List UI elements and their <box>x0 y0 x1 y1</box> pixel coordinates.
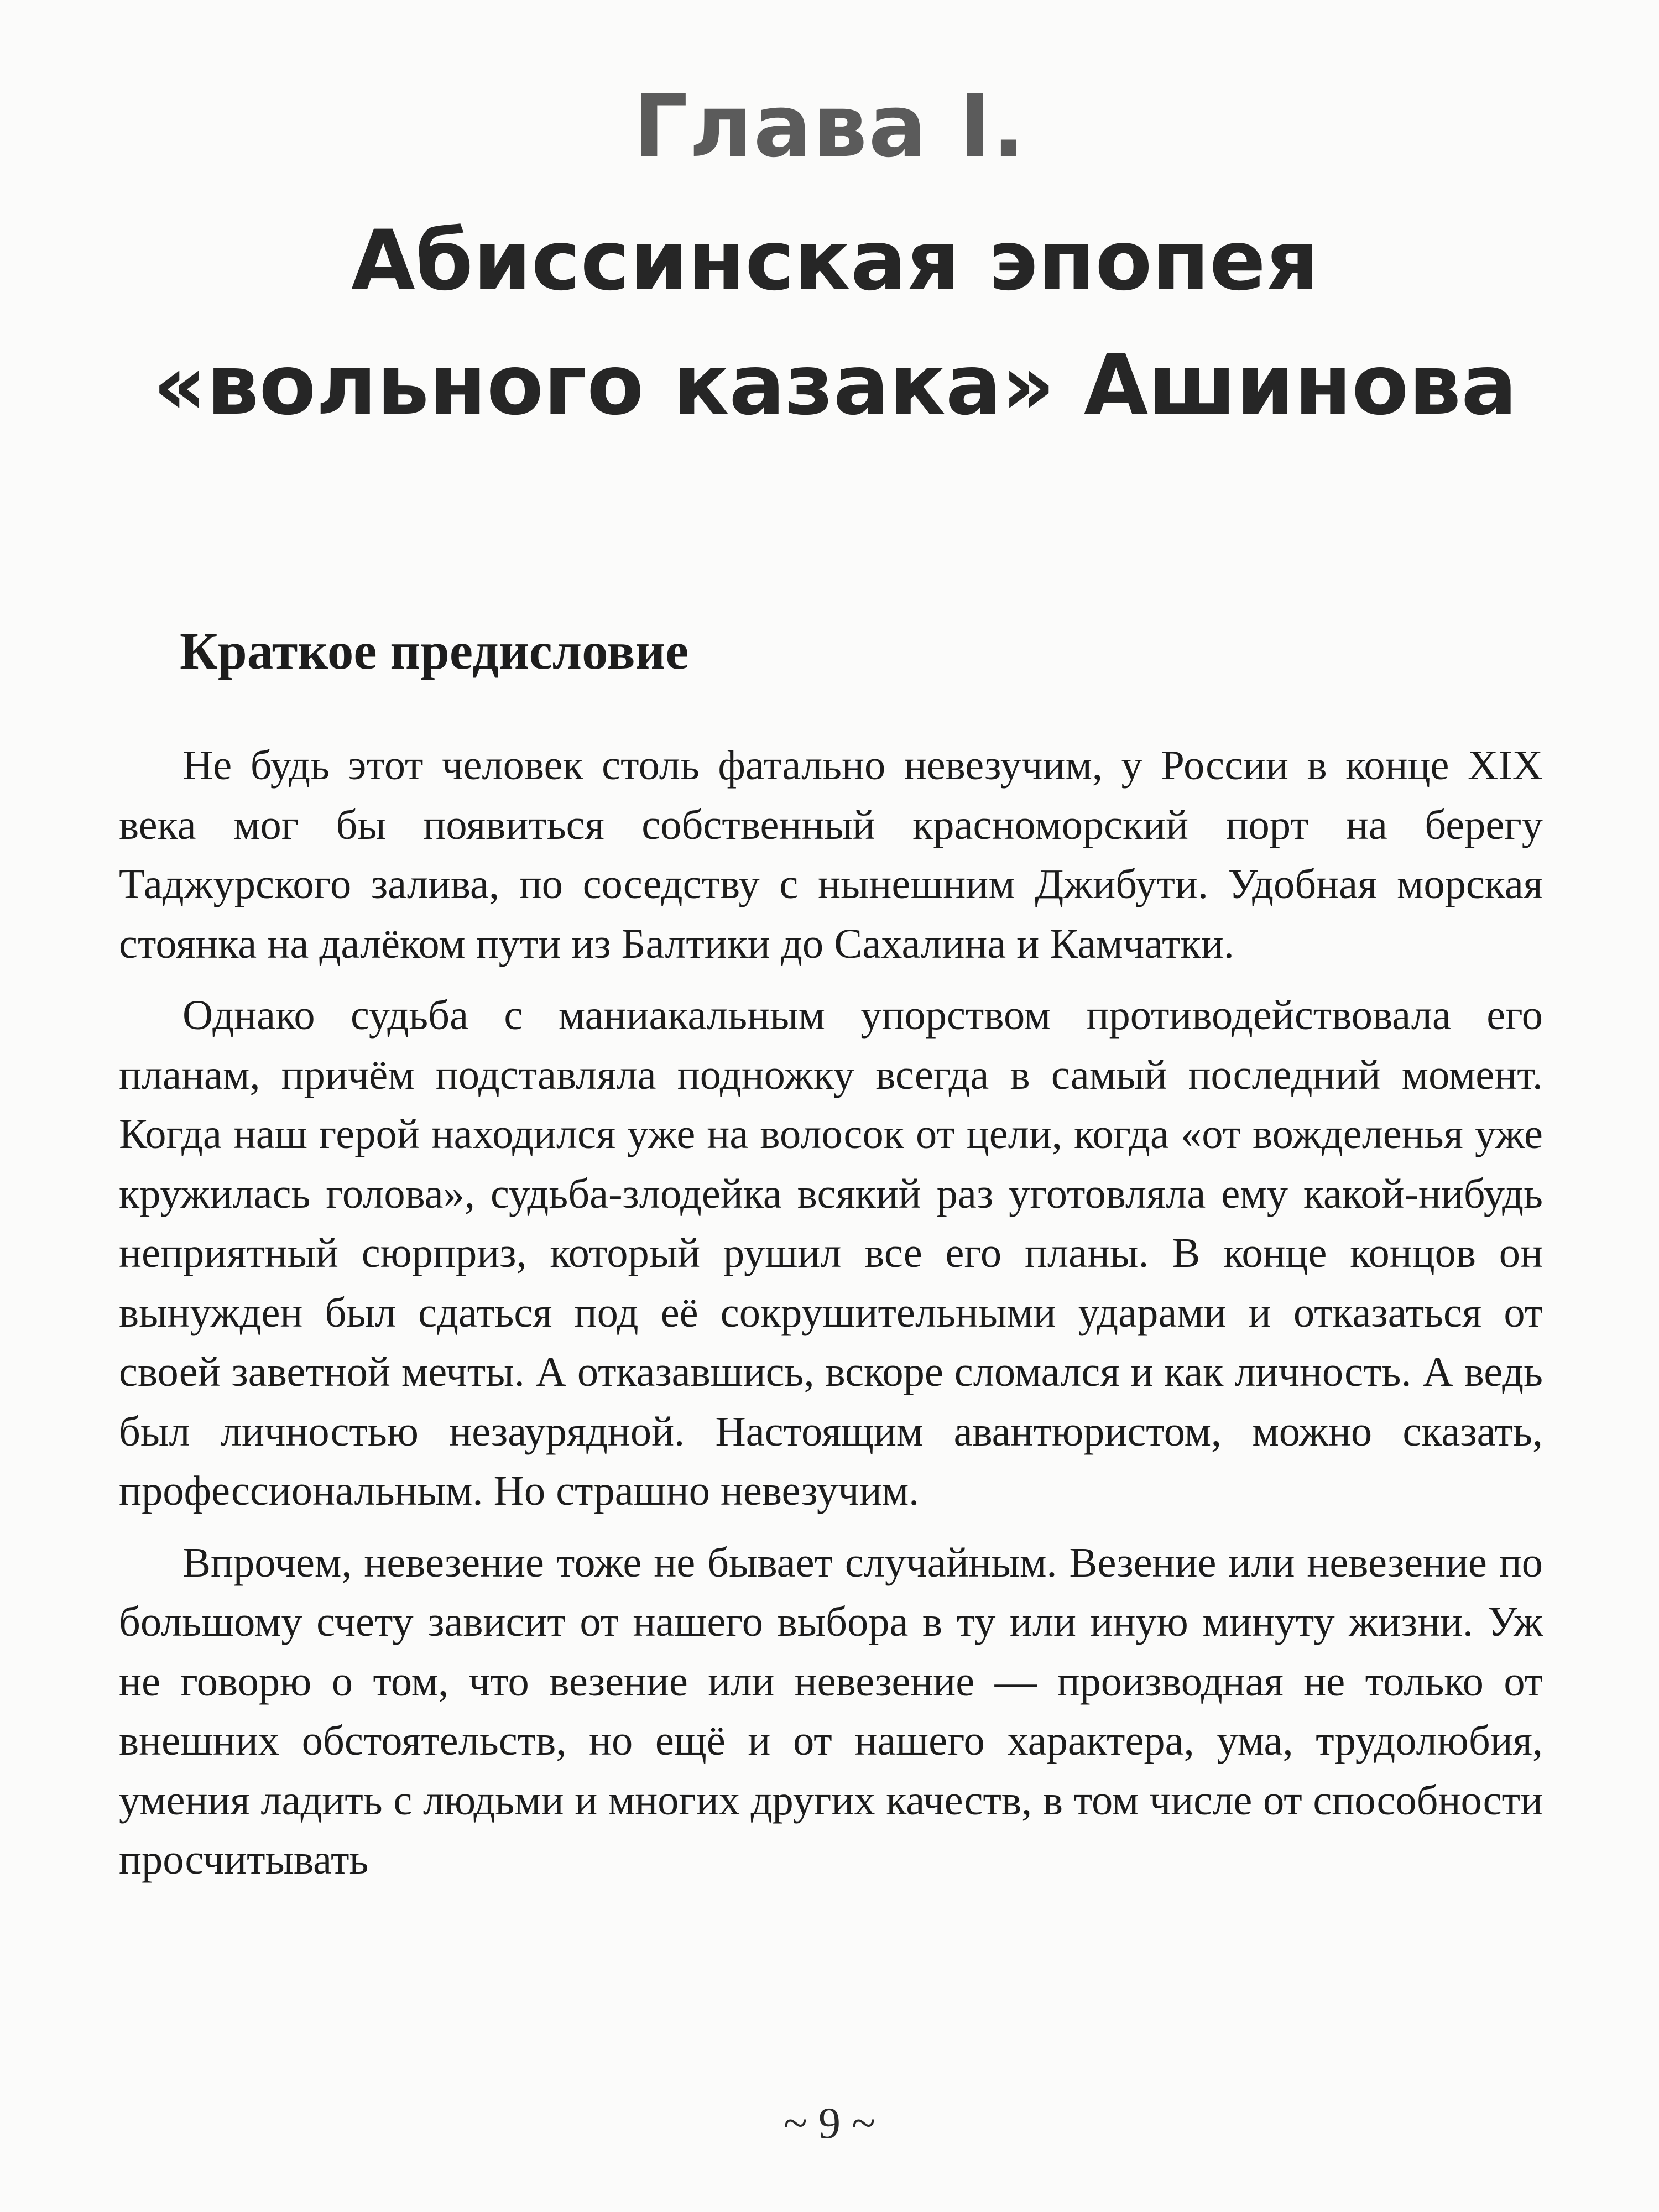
page-number: ~ 9 ~ <box>783 2099 876 2148</box>
paragraph: Впрочем, невезение тоже не бывает случайным. Везение или невезение по большому счету зависит от нашего выбора в ту или иную минуту жизни. Уж не говорю о том, что везение или невезение — производная не только от внешних обстоятельств, но ещё и от нашего характера, ума, трудолюбия, умения ладить с людьми и многих других качеств, в том числе от способности просчитывать <box>119 1538 1543 1883</box>
chapter-title: Абиссинская эпопея «вольного казака» Ашинова <box>153 213 1517 434</box>
chapter-label: Глава I. <box>633 76 1026 176</box>
section-heading: Краткое предисловие <box>180 622 689 680</box>
paragraph: Не будь этот человек столь фатально невезучим, у России в конце XIX века мог бы появиться собственный красноморский порт на берегу Таджурского залива, по соседству с нынешним Джибути. Удобная морская стоянка на далёком пути из Балтики до Сахалина и Камчатки. <box>119 742 1543 967</box>
paragraph: Однако судьба с маниакальным упорством противодействовала его планам, причём подставляла подножку всегда в самый последний момент. Когда наш герой находился уже на волосок от цели, когда «от вожделенья уже кружилась голова», судьба-злодейка всякий раз уготовляла ему какой-нибудь неприятный сюрприз, который рушил все его планы. В конце концов он вынужден был сдаться под её сокрушительными ударами и отказаться от своей заветной мечты. А отказавшись, вскоре сломался и как личность. А ведь был личностью незаурядной. Настоящим авантюристом, можно сказать, профессиональным. Но страшно невезучим. <box>119 992 1543 1514</box>
body-text <box>119 735 1543 1902</box>
